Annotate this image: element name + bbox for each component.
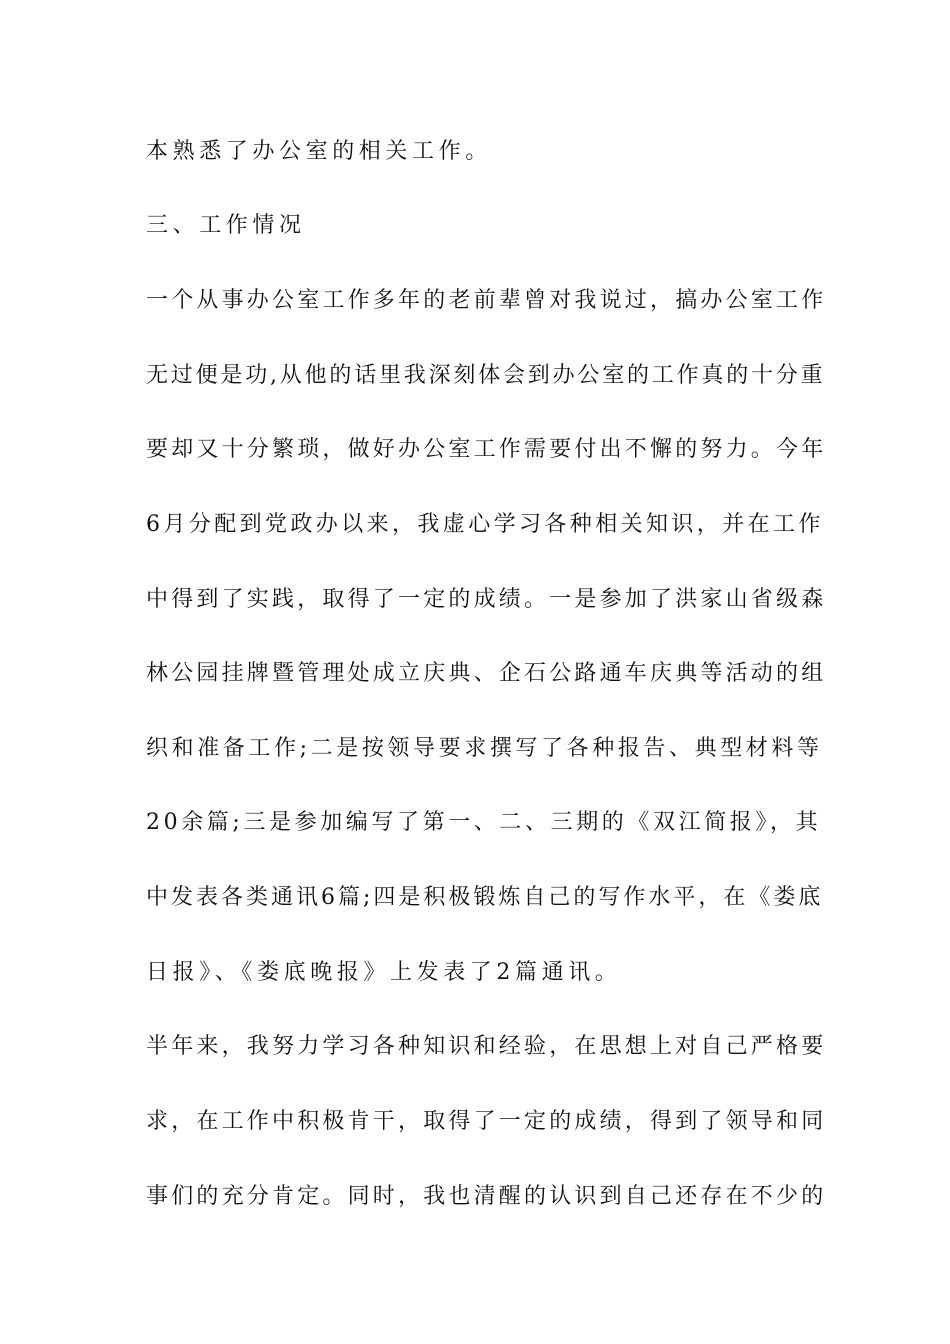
text-line: 20余篇;三是参加编写了第一、二、三期的《双江简报》，其 xyxy=(146,810,822,835)
text-line: 中得到了实践，取得了一定的成绩。一是参加了洪家山省级森 xyxy=(146,587,827,612)
text-line: 本熟悉了办公室的相关工作。 xyxy=(146,139,492,164)
text-line: 织和准备工作;二是按领导要求撰写了各种报告、典型材料等 xyxy=(146,736,823,761)
text-line: 无过便是功,从他的话里我深刻体会到办公室的工作真的十分重 xyxy=(146,363,826,388)
text-line: 林公园挂牌暨管理处成立庆典、企石公路通车庆典等活动的组 xyxy=(146,661,827,686)
text-line: 日报》、《娄底晚报》上发表了2篇通讯。 xyxy=(146,960,622,985)
text-line: 求，在工作中积极肯干，取得了一定的成绩，得到了领导和同 xyxy=(146,1109,827,1134)
text-line: 中发表各类通讯6篇;四是积极锻炼自己的写作水平，在《娄底 xyxy=(146,885,824,910)
text-line: 半年来，我努力学习各种知识和经验，在思想上对自己严格要 xyxy=(146,1034,827,1059)
section-heading: 三、工作情况 xyxy=(146,213,306,238)
text-line: 6月分配到党政办以来，我虚心学习各种相关知识，并在工作 xyxy=(146,512,824,537)
text-line: 一个从事办公室工作多年的老前辈曾对我说过，搞办公室工作 xyxy=(146,288,827,313)
text-line: 事们的充分肯定。同时，我也清醒的认识到自己还存在不少的 xyxy=(146,1184,827,1209)
text-line: 要却又十分繁琐，做好办公室工作需要付出不懈的努力。今年 xyxy=(146,437,827,462)
